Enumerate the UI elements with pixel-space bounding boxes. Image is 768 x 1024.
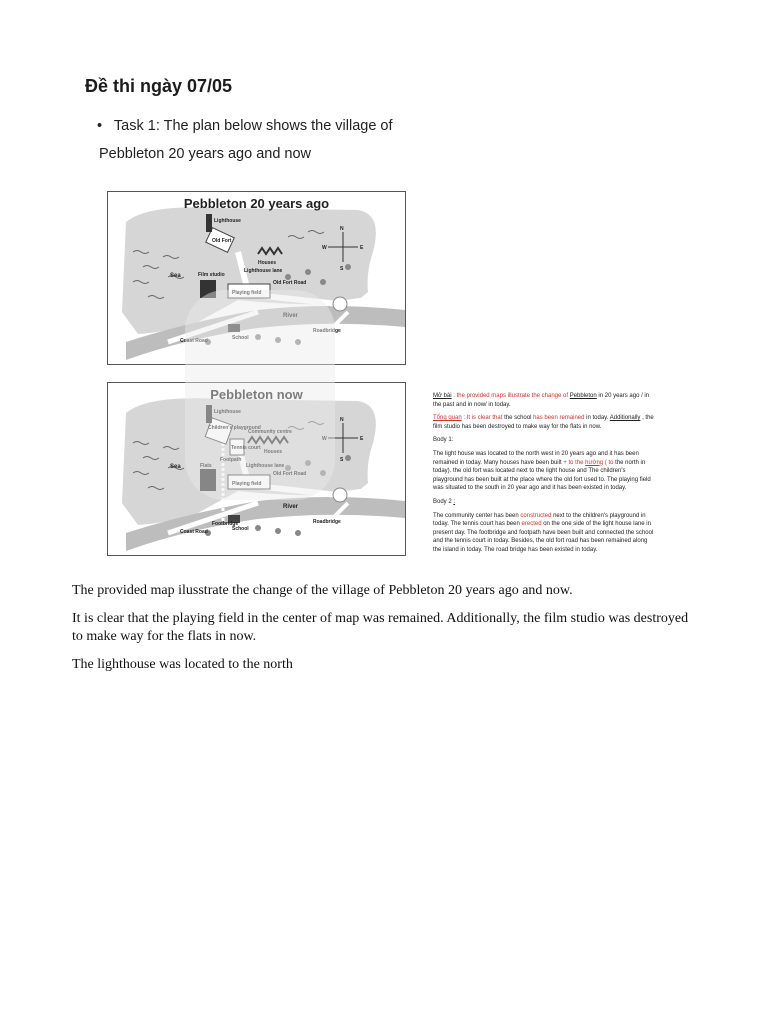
overview-red: : It is clear that — [463, 415, 503, 422]
body2-red-2: erected — [521, 521, 542, 528]
map-heading-20-years-ago: Pebbleton 20 years ago — [183, 196, 330, 211]
label-flats: Flats — [200, 463, 212, 469]
label-old-fort-road: Old Fort Road — [273, 471, 307, 477]
task-line-2: Pebbleton 20 years ago and now — [99, 146, 312, 162]
notes-body2 — [433, 512, 655, 555]
label-river: River — [283, 504, 299, 510]
label-school: School — [232, 526, 249, 532]
overview-red-2: has been remained — [533, 415, 585, 422]
label-film-studio: Film studio — [198, 272, 225, 278]
label-school: School — [232, 335, 249, 341]
notes-body1 — [433, 450, 655, 493]
task-bullet-line — [97, 118, 393, 134]
page-title: Đề thi ngày 07/05 — [85, 76, 233, 96]
compass-n: N — [340, 226, 344, 232]
compass-n: N — [340, 417, 344, 423]
label-playing-field: Playing field — [232, 290, 262, 296]
compass-e: E — [360, 245, 364, 251]
body1-red-2: ( to — [604, 459, 614, 466]
body2-c: on the one side of the light house lane in present day. The footbridge and footpath have been built and connected the school and the tennis court in today. Besides, the old fort road has been remained along the island in today. The road bridge has been existed in today. — [433, 521, 654, 553]
intro-name: Pebbleton — [569, 393, 597, 399]
label-old-fort-road: Old Fort Road — [273, 280, 307, 286]
bullet-glyph: • — [97, 118, 103, 134]
body1-red: + to the — [563, 459, 584, 466]
map-heading-now: Pebbleton now — [210, 387, 303, 402]
label-roadbridge: Roadbridge — [313, 328, 341, 334]
label-lighthouse: Lighthouse — [214, 409, 241, 415]
map-now — [107, 382, 406, 556]
essay-paragraph-3: The lighthouse was located to the north — [72, 657, 293, 672]
compass-w: W — [322, 436, 327, 442]
intro-rest: in 20 years ago / in the past and in now/ in today. — [433, 393, 650, 408]
compass-s: S — [340, 266, 344, 272]
notes-intro — [433, 392, 655, 409]
label-tennis-court: Tennis court — [231, 445, 261, 451]
notes-body2-label — [433, 498, 655, 507]
essay-paragraph-1: The provided map ilusstrate the change of the village of Pebbleton 20 years ago and now. — [72, 583, 573, 598]
map-now-drawing — [108, 383, 405, 555]
overview-rest-2: , the film studio has been destroyed to make way for the flats in now. — [433, 415, 654, 430]
label-lighthouse-lane: Lighthouse lane — [244, 268, 283, 274]
task-line-1: Task 1: The plan below shows the village of — [113, 118, 393, 134]
body2-red: constructed — [520, 512, 552, 519]
label-coast-road: Coast Road — [180, 338, 208, 344]
label-coast-road: Coast Road — [180, 529, 208, 535]
intro-label: Mở bài — [433, 393, 452, 399]
notes-overview — [433, 414, 655, 431]
label-sea: Sea — [170, 464, 181, 470]
body2-label: Body 2 — [433, 498, 452, 505]
label-community-centre: Community centre — [248, 429, 292, 435]
overview-rest: in today. — [586, 415, 609, 422]
compass-s: S — [340, 457, 344, 463]
compass-e: E — [360, 436, 364, 442]
label-lighthouse-lane: Lighthouse lane — [246, 463, 285, 469]
outline-notes — [433, 392, 655, 560]
label-old-fort: Old Fort — [212, 238, 232, 244]
map-20-years-ago-drawing — [108, 192, 405, 364]
overview-label: Tổng quan — [433, 415, 462, 422]
label-houses: Houses — [264, 449, 283, 455]
overview-mid: the school — [504, 415, 532, 422]
label-playground: Children's playground — [208, 425, 261, 431]
label-river: River — [283, 313, 299, 319]
body2-colon: : — [453, 498, 456, 505]
body1-huong: hướng — [585, 459, 604, 466]
intro-red: : the provided maps illustrate the change of — [453, 393, 569, 399]
map-20-years-ago — [107, 191, 406, 365]
label-footpath: Footpath — [220, 457, 242, 463]
compass-w: W — [322, 245, 327, 251]
label-houses: Houses — [258, 260, 277, 266]
body2-a: The community center has been — [433, 512, 519, 519]
essay-paragraph-2: It is clear that the playing field in the center of map was remained. Additionally, the film studio was destroyed to make way for the flats in now. — [72, 611, 689, 644]
label-roadbridge: Roadbridge — [313, 519, 341, 525]
label-playing-field: Playing field — [232, 481, 262, 487]
body2-b: next to the children's playground in today. The tennis court has been — [433, 512, 646, 528]
body1-a: The light house was located to the north west in 20 years ago and it has been remained in today. Many houses have been built — [433, 450, 639, 466]
body1-b: the north in today). the old fort was located next to the light house and The children's playground has been built at the place where the old fort used to. The playing field was situated to the south in 20 year ago and it has been existed in today. — [433, 459, 651, 492]
notes-body1-label: Body 1: — [433, 437, 454, 444]
label-sea: Sea — [170, 273, 181, 279]
overview-additionally: Additionally — [609, 415, 641, 422]
label-lighthouse: Lighthouse — [214, 218, 241, 224]
label-footbridge: Footbridge — [212, 521, 239, 527]
